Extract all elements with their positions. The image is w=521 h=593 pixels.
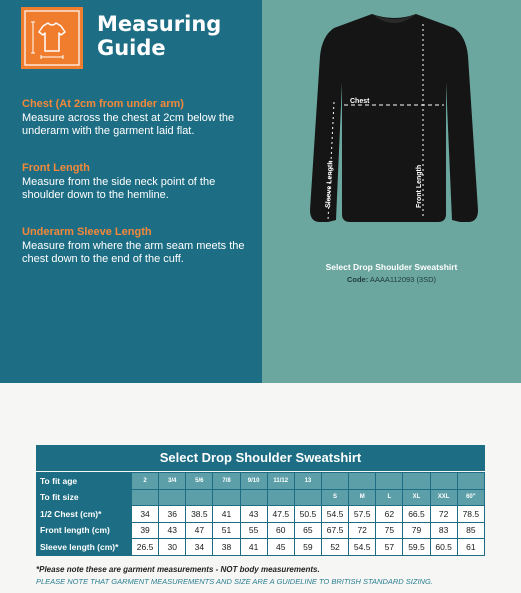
table-cell: 60" <box>457 489 484 506</box>
table-cell: 61 <box>457 539 484 556</box>
row-label: 1/2 Chest (cm)* <box>37 506 132 523</box>
table-cell: 78.5 <box>457 506 484 523</box>
table-cell: 41 <box>240 539 267 556</box>
table-cell: 38 <box>213 539 240 556</box>
front-length-section <box>22 162 254 203</box>
sweatshirt-body <box>310 14 478 222</box>
table-cell: 43 <box>159 522 186 539</box>
table-cell: L <box>376 489 403 506</box>
table-cell <box>349 473 376 490</box>
sleeve-length-section <box>22 226 254 267</box>
table-cell <box>376 473 403 490</box>
table-cell <box>403 473 430 490</box>
guide-title-line2: Guide <box>97 36 166 60</box>
table-cell: 51 <box>213 522 240 539</box>
table-row <box>37 522 485 539</box>
table-cell: 45 <box>267 539 294 556</box>
tshirt-measure-icon <box>21 7 83 69</box>
table-cell: 34 <box>132 506 159 523</box>
chest-section <box>22 98 254 139</box>
table-cell: 2 <box>132 473 159 490</box>
table-cell: 62 <box>376 506 403 523</box>
table-cell: S <box>321 489 348 506</box>
size-table <box>36 472 485 556</box>
table-cell <box>132 489 159 506</box>
chest-description: Measure across the chest at 2cm below the underarm with the garment laid flat. <box>22 111 235 137</box>
sleeve-length-heading: Underarm Sleeve Length <box>22 226 152 238</box>
table-row <box>37 539 485 556</box>
front-length-description: Measure from the side neck point of the shoulder down to the hemline. <box>22 175 216 201</box>
table-cell: 50.5 <box>294 506 321 523</box>
table-cell: 66.5 <box>403 506 430 523</box>
table-cell: 65 <box>294 522 321 539</box>
sleeve-length-description: Measure from where the arm seam meets the chest down to the end of the cuff. <box>22 239 245 265</box>
table-cell: 30 <box>159 539 186 556</box>
table-cell: 60 <box>267 522 294 539</box>
product-code <box>262 275 521 284</box>
table-cell: 57 <box>376 539 403 556</box>
table-cell: 72 <box>349 522 376 539</box>
chest-heading: Chest (At 2cm from under arm) <box>22 98 184 110</box>
sleeve-diagram-label: Sleeve Length <box>325 160 335 209</box>
table-cell: 59.5 <box>403 539 430 556</box>
garment-measurement-note: *Please note these are garment measurements - NOT body measurements. <box>36 565 320 574</box>
sweatshirt-diagram <box>296 10 492 226</box>
table-cell: 52 <box>321 539 348 556</box>
table-cell: 39 <box>132 522 159 539</box>
table-cell <box>457 473 484 490</box>
table-cell: 7/8 <box>213 473 240 490</box>
table-cell: 13 <box>294 473 321 490</box>
table-cell: XXL <box>430 489 457 506</box>
table-cell: 79 <box>403 522 430 539</box>
row-label: To fit size <box>37 489 132 506</box>
table-cell: 72 <box>430 506 457 523</box>
table-cell: 67.5 <box>321 522 348 539</box>
table-cell <box>430 473 457 490</box>
table-cell <box>321 473 348 490</box>
table-cell: 85 <box>457 522 484 539</box>
table-cell <box>267 489 294 506</box>
table-cell: 54.5 <box>321 506 348 523</box>
table-cell: 60.5 <box>430 539 457 556</box>
guide-title <box>97 12 221 60</box>
front-length-heading: Front Length <box>22 162 90 174</box>
table-cell <box>240 489 267 506</box>
table-cell: 41 <box>213 506 240 523</box>
table-row <box>37 473 485 490</box>
product-code-value: AAAA112093 (3SD) <box>369 275 437 284</box>
row-label: Sleeve length (cm)* <box>37 539 132 556</box>
table-cell <box>186 489 213 506</box>
sizing-guideline-note: PLEASE NOTE THAT GARMENT MEASUREMENTS AND SIZE ARE A GUIDELINE TO BRITISH STANDARD SIZING. <box>36 577 433 586</box>
table-cell <box>213 489 240 506</box>
table-row <box>37 506 485 523</box>
chest-diagram-label: Chest <box>350 98 370 105</box>
table-cell: 5/6 <box>186 473 213 490</box>
table-cell: 59 <box>294 539 321 556</box>
table-cell: XL <box>403 489 430 506</box>
table-cell: 11/12 <box>267 473 294 490</box>
table-cell <box>159 489 186 506</box>
table-cell: 54.5 <box>349 539 376 556</box>
table-cell <box>294 489 321 506</box>
table-row <box>37 489 485 506</box>
product-code-label: Code: <box>346 275 369 284</box>
guide-title-line1: Measuring <box>97 12 222 36</box>
table-cell: 9/10 <box>240 473 267 490</box>
table-cell: 36 <box>159 506 186 523</box>
product-name: Select Drop Shoulder Sweatshirt <box>325 262 458 272</box>
table-cell: 34 <box>186 539 213 556</box>
table-cell: 38.5 <box>186 506 213 523</box>
table-cell: 47.5 <box>267 506 294 523</box>
row-label: Front length (cm) <box>37 522 132 539</box>
table-cell: 75 <box>376 522 403 539</box>
table-cell: 83 <box>430 522 457 539</box>
table-cell: 55 <box>240 522 267 539</box>
front-diagram-label: Front Length <box>416 164 423 208</box>
table-title: Select Drop Shoulder Sweatshirt <box>36 445 485 471</box>
row-label: To fit age <box>37 473 132 490</box>
table-cell: 57.5 <box>349 506 376 523</box>
table-cell: M <box>349 489 376 506</box>
table-cell: 43 <box>240 506 267 523</box>
table-cell: 47 <box>186 522 213 539</box>
table-cell: 26.5 <box>132 539 159 556</box>
table-cell: 3/4 <box>159 473 186 490</box>
